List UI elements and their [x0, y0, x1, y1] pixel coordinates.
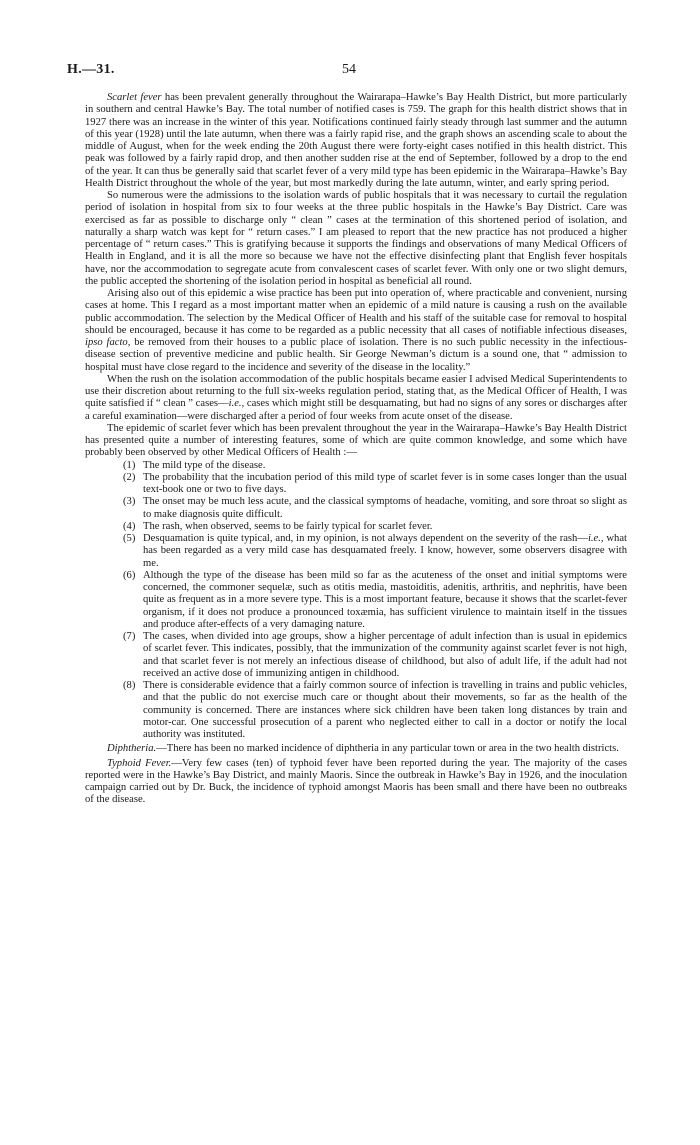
paragraph-regulation-period: [85, 374, 627, 423]
features-list: [85, 460, 627, 742]
list-item: [85, 680, 627, 741]
list-item: [85, 521, 627, 533]
italic-phrase: i.e.,: [228, 398, 245, 410]
list-item-number: (8): [123, 680, 136, 691]
paragraph-scarlet-fever: [85, 92, 627, 190]
paragraph-text: be removed from their houses to a public place of isolation. There is no such public necessity in the infectious-disease section of preventive medicine and public health. Sir George Newman’s dictum is a sound one, that “ admission to hospital must have close regard to the incidence and severity of the disease in the locality.”: [85, 337, 627, 373]
paragraph-home-nursing: [85, 288, 627, 374]
paragraph-diphtheria: [85, 743, 627, 755]
list-item-text: what has been regarded as a very mild case has desquamated freely. I know, however, some observers disagree with me.: [143, 533, 627, 569]
paragraph-isolation: So numerous were the admissions to the isolation wards of public hospitals that it was necessary to curtail the regulation period of isolation in hospital from six to four weeks at the three public hospitals in the Hawke’s Bay District. Care was exercised as far as possible to discharge only “ clean ” cases at the termination of this shortened period of isolation, and naturally a sharp watch was kept for “ return cases.” I am pleased to report that the new practice has not produced a higher percentage of “ return cases.” This is gratifying because it supports the findings and observations of many Medical Officers of Health in England, and it is all the more so because we have not the effective disinfecting plant that English fever hospitals have, nor the accommodation to segregate acute from convalescent cases of scarlet fever. With only one or two slight demurs, the public accepted the shortening of the isolation period in hospital as beneficial all round.: [85, 190, 627, 287]
paragraph-text: —Very few cases (ten) of typhoid fever have been reported during the year. The majority of the cases reported were in the Hawke’s Bay District, and mainly Maoris. Since the outbreak in Hawke’s Bay in 1926, and the inoculation campaign carried out by Dr. Buck, the incidence of typhoid amongst Maoris has been small and there have been no outbreaks of the disease.: [85, 757, 628, 806]
paragraph-features-intro: The epidemic of scarlet fever which has been prevalent throughout the year in the Wairarapa–Hawke’s Bay Health District has presented quite a number of interesting features, some of which are quite common knowledge, and some which have probably been observed by other Medical Officers of Health :—: [85, 422, 627, 459]
list-item: [85, 472, 627, 497]
list-item-text: The cases, when divided into age groups, show a higher percentage of adult infection than is usual in epidemics of scarlet fever. This indicates, possibly, that the immunization of the community against scarlet fever is not high, and that scarlet fever is not merely an infectious disease of childhood, but also of adult life, if the adult had not received an active dose of immunizing antigen in childhood.: [143, 631, 627, 679]
section-heading-scarlet-fever: Scarlet fever: [107, 92, 162, 103]
list-item-number: (6): [123, 569, 136, 581]
list-item-text: The mild type of the disease.: [143, 459, 266, 471]
paragraph-text: has been prevalent generally throughout the Wairarapa–Hawke’s Bay Health District, but more particularly in southern and central Hawke’s Bay. The total number of notified cases is 759. The graph for this health district shows that in 1927 there was an increase in the winter of this year. Notifications continued fairly steady through last summer and the autumn of this year (1928) until the late autumn, when there was a fairly rapid rise, and the graph shows an ascending scale to about the middle of August, when for the week ending the 20th August there were forty-eight cases notified in this health district. This peak was followed by a fairly rapid drop, and then another sudden rise at the end of September, followed by a drop to the end of the year. It can thus be generally said that scarlet fever of a very mild type has been epidemic in the Wairarapa–Hawke’s Bay Health District throughout the whole of the year, but most markedly during the late autumn, winter, and early spring period.: [85, 92, 628, 189]
list-item: [85, 496, 627, 521]
list-item-text: There is considerable evidence that a fairly common source of infection is travelling in trains and public vehicles, and that the public do not exercise much care or thought about their movements, so far as the health of the community is concerned. There are instances where sick children have been taken long distances by train and motor-car. One successful prosecution of a parent who neglected either to call in a doctor or notify the local authority was instituted.: [143, 680, 627, 740]
list-item: [85, 570, 627, 631]
list-item-text: The probability that the incubation period of this mild type of scarlet fever is in some cases longer than the usual text-book one or two to five days.: [143, 471, 627, 495]
list-item-number: (4): [123, 520, 136, 532]
list-item: [85, 460, 627, 472]
list-item: [85, 631, 627, 680]
list-item-text: The onset may be much less acute, and the classical symptoms of headache, vomiting, and sore throat so slight as to make diagnosis quite difficult.: [143, 496, 627, 520]
page-number: 54: [342, 62, 356, 77]
paragraph-text: cases which might still be desquamating, but had no signs of any sores or discharges after a careful examination—were discharged after a period of four weeks from acute onset of the disease.: [85, 398, 627, 422]
list-item-number: (1): [123, 459, 136, 471]
italic-phrase: ipso facto,: [85, 337, 131, 348]
italic-phrase: i.e.,: [587, 533, 604, 544]
section-heading-typhoid: Typhoid Fever.: [107, 757, 172, 769]
list-item-number: (2): [123, 471, 136, 483]
document-reference: H.—31.: [67, 62, 115, 77]
list-item-number: (3): [123, 496, 136, 508]
paragraph-typhoid: [85, 758, 627, 807]
section-heading-diphtheria: Diphtheria.: [107, 743, 157, 755]
paragraph-text: Arising also out of this epidemic a wise practice has been put into operation of, where practicable and convenient, nursing cases at home. This I regard as a most important matter when an epidemic of a mild nature is causing a rush on the available public accommodation. The selection by the Medical Officer of Health and his staff of the suitable case for removal to hospital should be encouraged, because it has come to be regarded as a public necessity that all cases of notifiable infectious diseases,: [85, 288, 627, 336]
list-item-text: Although the type of the disease has been mild so far as the acuteness of the onset and initial symptoms were concerned, the commoner sequelæ, such as otitis media, mastoiditis, adenitis, arthritis, and nephritis, have been quite as frequent as in a more severe type. This is a most important feature, because it shows that the scarlet-fever organism, if it does not produce a pronounced toxæmia, has sufficient virulence to maintain itself in the tissues and produce after-effects of a very damaging nature.: [143, 569, 627, 630]
paragraph-text: When the rush on the isolation accommodation of the public hospitals became easier I advised Medical Superintendents to use their discretion about returning to the full six-weeks regulation period, stating that, as the Medical Officer of Health, I was quite satisfied if “ clean ” cases—: [85, 373, 627, 410]
list-item: [85, 533, 627, 570]
paragraph-text: —There has been no marked incidence of diphtheria in any particular town or area in the two health districts.: [156, 743, 619, 755]
list-item-text: The rash, when observed, seems to be fairly typical for scarlet fever.: [143, 520, 433, 532]
document-body: [85, 92, 627, 807]
list-item-number: (7): [123, 631, 136, 642]
list-item-text: Desquamation is quite typical, and, in my opinion, is not always dependent on the severity of the rash—: [143, 533, 588, 544]
list-item-number: (5): [123, 533, 136, 544]
